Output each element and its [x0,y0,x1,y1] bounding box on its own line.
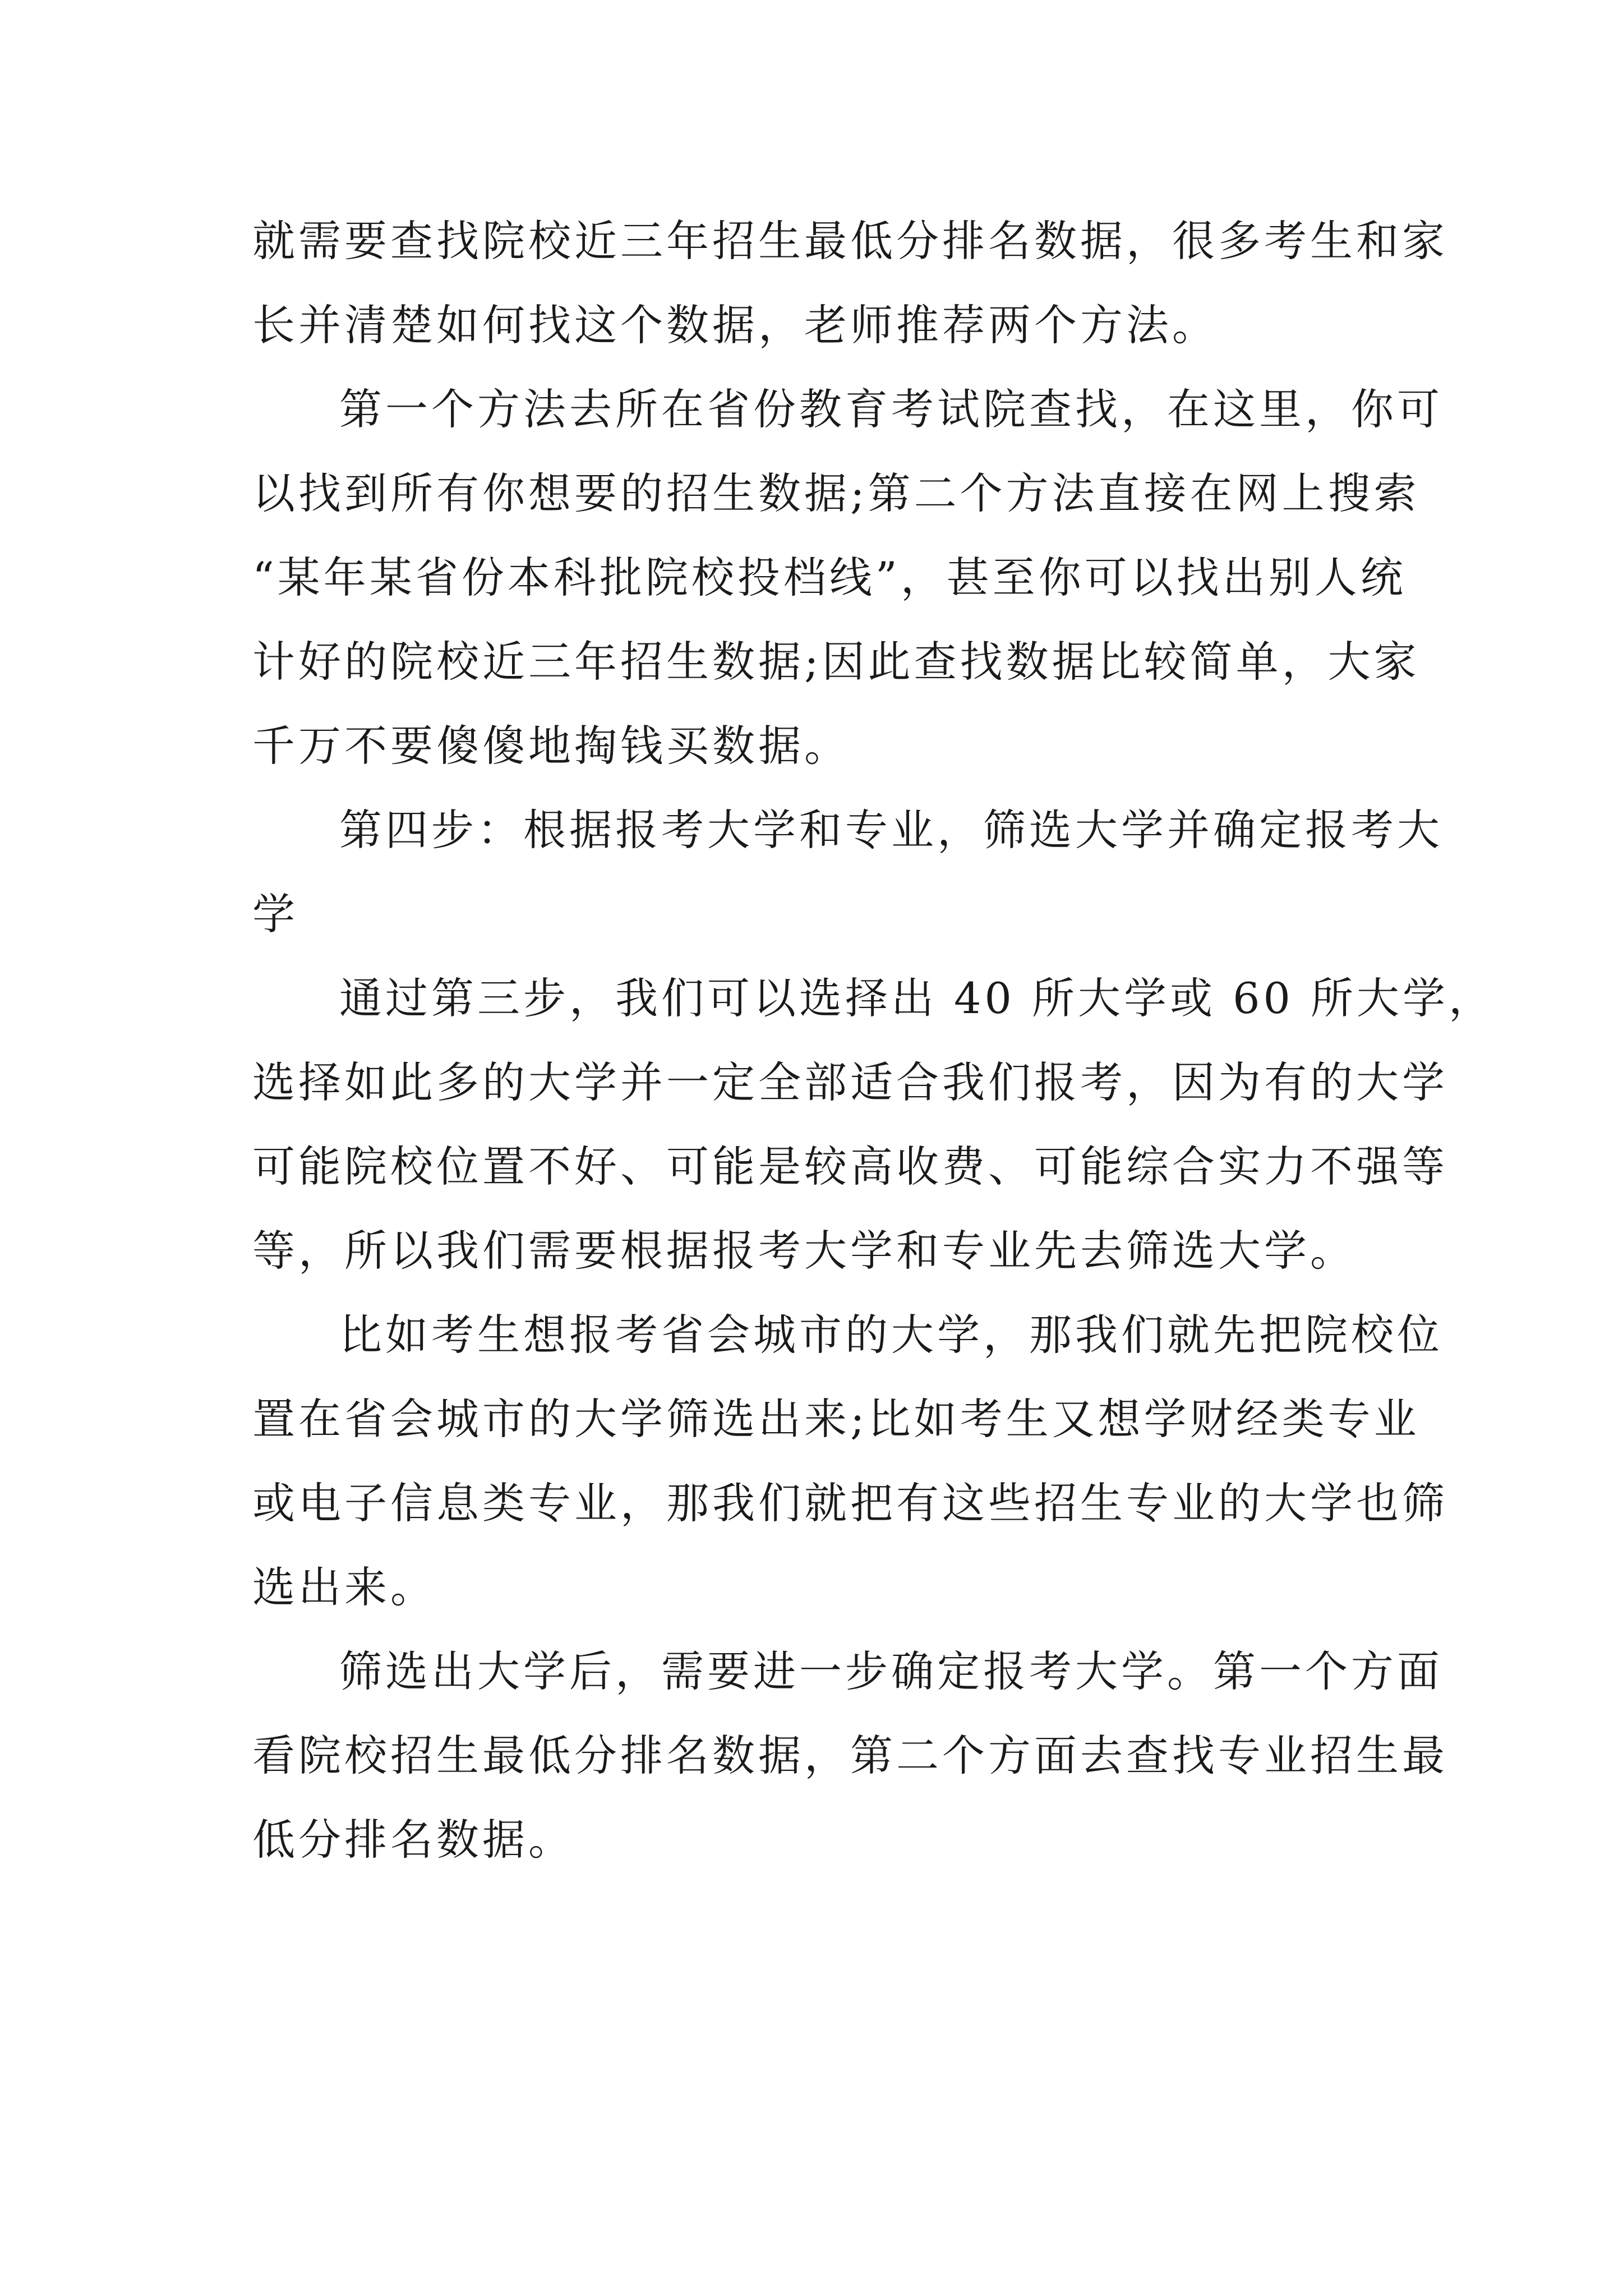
text-line: 看院校招生最低分排名数据，第二个方面去查找专业招生最 [252,1731,1448,1780]
text-line: 千万不要傻傻地掏钱买数据。 [252,721,850,771]
text-line: 低分排名数据。 [252,1815,574,1865]
text-line: 选择如此多的大学并一定全部适合我们报考，因为有的大学 [252,1057,1448,1107]
text-line: “某年某省份本科批院校投档线”，甚至你可以找出别人统 [252,553,1407,602]
text-line: 以找到所有你想要的招生数据;第二个方法直接在网上搜索 [252,468,1420,518]
section-heading-line: 学 [252,889,298,939]
text-line: 置在省会城市的大学筛选出来;比如考生又想学财经类专业 [252,1394,1420,1444]
paragraph-start-line: 通过第三步，我们可以选择出 40 所大学或 60 所大学， [339,973,1495,1023]
text-line: 或电子信息类专业，那我们就把有这些招生专业的大学也筛 [252,1478,1448,1528]
paragraph-start-line: 比如考生想报考省会城市的大学，那我们就先把院校位 [339,1310,1443,1360]
paragraph-start-line: 第一个方法去所在省份教育考试院查找，在这里，你可 [339,384,1443,434]
text-line: 等，所以我们需要根据报考大学和专业先去筛选大学。 [252,1226,1356,1276]
paragraph-start-line: 筛选出大学后，需要进一步确定报考大学。第一个方面 [339,1646,1443,1696]
section-heading-line: 第四步：根据报考大学和专业，筛选大学并确定报考大 [339,805,1443,855]
text-line: 选出来。 [252,1562,436,1612]
text-line: 可能院校位置不好、可能是较高收费、可能综合实力不强等 [252,1142,1448,1191]
text-line: 就需要查找院校近三年招生最低分排名数据，很多考生和家 [252,216,1448,266]
text-line: 计好的院校近三年招生数据;因此查找数据比较简单，大家 [252,637,1420,687]
text-line: 长并清楚如何找这个数据，老师推荐两个方法。 [252,300,1218,350]
